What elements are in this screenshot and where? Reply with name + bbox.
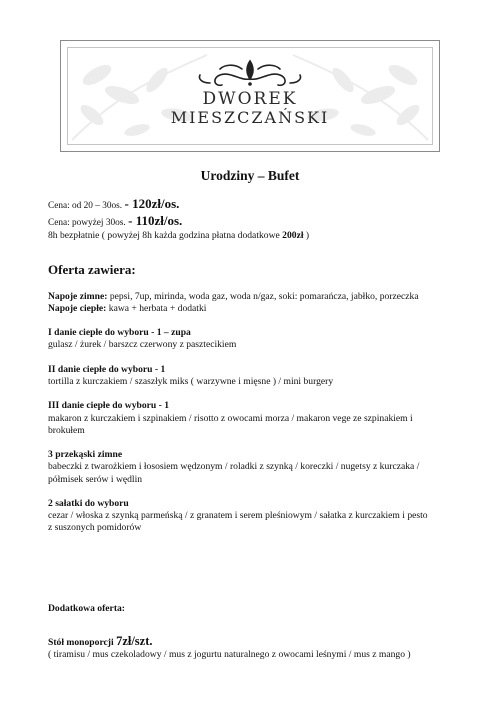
price-row-2 (48, 213, 458, 230)
hot-drinks-line (48, 303, 458, 315)
section-line: tortilla z kurczakiem / szaszłyk miks ( warzywne i mięsne ) / mini burgery (48, 376, 334, 387)
menu-content (48, 196, 458, 661)
offer-heading: Oferta zawiera: (48, 262, 136, 278)
section-line: brokułem (48, 424, 85, 436)
menu-section-5 (48, 498, 458, 535)
drinks-section (48, 291, 458, 316)
price-value: - 110zł/os. (128, 212, 183, 228)
page-title: Urodziny – Bufet (200, 168, 300, 183)
hours-close: ) (305, 229, 310, 241)
mono-portion-title-line (48, 633, 153, 648)
cold-drinks-label: Napoje zimne: (48, 290, 108, 302)
section-heading: II danie ciepłe do wyboru - 1 (48, 363, 166, 375)
hot-drinks-text: kawa + herbata + dodatki (108, 302, 207, 314)
mono-portion-label: Stół monoporcji (48, 636, 114, 648)
logo-line-1: DWOREK (202, 89, 298, 109)
ornament-icon (190, 57, 310, 89)
section-line: babeczki z twarożkiem i łososiem wędzonym / roladki z szynką / koreczki / nugetsy z kurczaka / (48, 461, 420, 473)
header-banner (60, 40, 440, 152)
section-heading: I danie ciepłe do wyboru - 1 – zupa (48, 327, 191, 339)
menu-section-1 (48, 327, 458, 352)
menu-section-4 (48, 449, 458, 486)
logo-line-2: MIESZCZAŃSKI (170, 108, 330, 127)
hours-amount: 200zł (282, 229, 304, 241)
price-row-1 (48, 196, 458, 213)
logo (160, 57, 340, 143)
section-heading: 2 sałatki do wyboru (48, 497, 129, 509)
mono-portion-section (48, 633, 458, 662)
section-line: cezar / włoska z szynką parmeńską / z granatem i serem pleśniowym / sałatka z kurczakiem i pesto (48, 510, 428, 522)
menu-section-2 (48, 364, 458, 389)
section-line: gulasz / żurek / barszcz czerwony z pasztecikiem (48, 339, 237, 351)
cold-drinks-text: pepsi, 7up, mirinda, woda gaz, woda n/gaz, soki: pomarańcza, jabłko, porzeczka (109, 290, 419, 302)
menu-section-3 (48, 400, 458, 437)
price-value: - 120zł/os. (124, 196, 180, 211)
section-line: z suszonych pomidorów (48, 522, 142, 534)
section-heading: 3 przekąski zimne (48, 449, 123, 461)
section-heading: III danie ciepłe do wyboru - 1 (48, 400, 169, 412)
section-line: półmisek serów i wędlin (48, 473, 143, 485)
hours-note (48, 230, 458, 242)
extra-offer-heading: Dodatkowa oferta: (48, 602, 126, 614)
cold-drinks-line (48, 291, 458, 303)
hot-drinks-label: Napoje ciepłe: (48, 302, 107, 314)
mono-portion-price: 7zł/szt. (116, 633, 153, 648)
hours-text: 8h bezpłatnie ( powyżej 8h każda godzina płatna dodatkowe (48, 229, 280, 241)
price-label: Cena: od 20 – 30os. (48, 201, 123, 211)
section-line: makaron z kurczakiem i szpinakiem / risotto z owocami morza / makaron vege ze szpinakiem i (48, 412, 413, 424)
mono-portion-text: ( tiramisu / mus czekoladowy / mus z jogurtu naturalnego z owocami leśnymi / mus z mango ) (48, 649, 411, 661)
price-label: Cena: powyżej 30os. (48, 217, 126, 228)
